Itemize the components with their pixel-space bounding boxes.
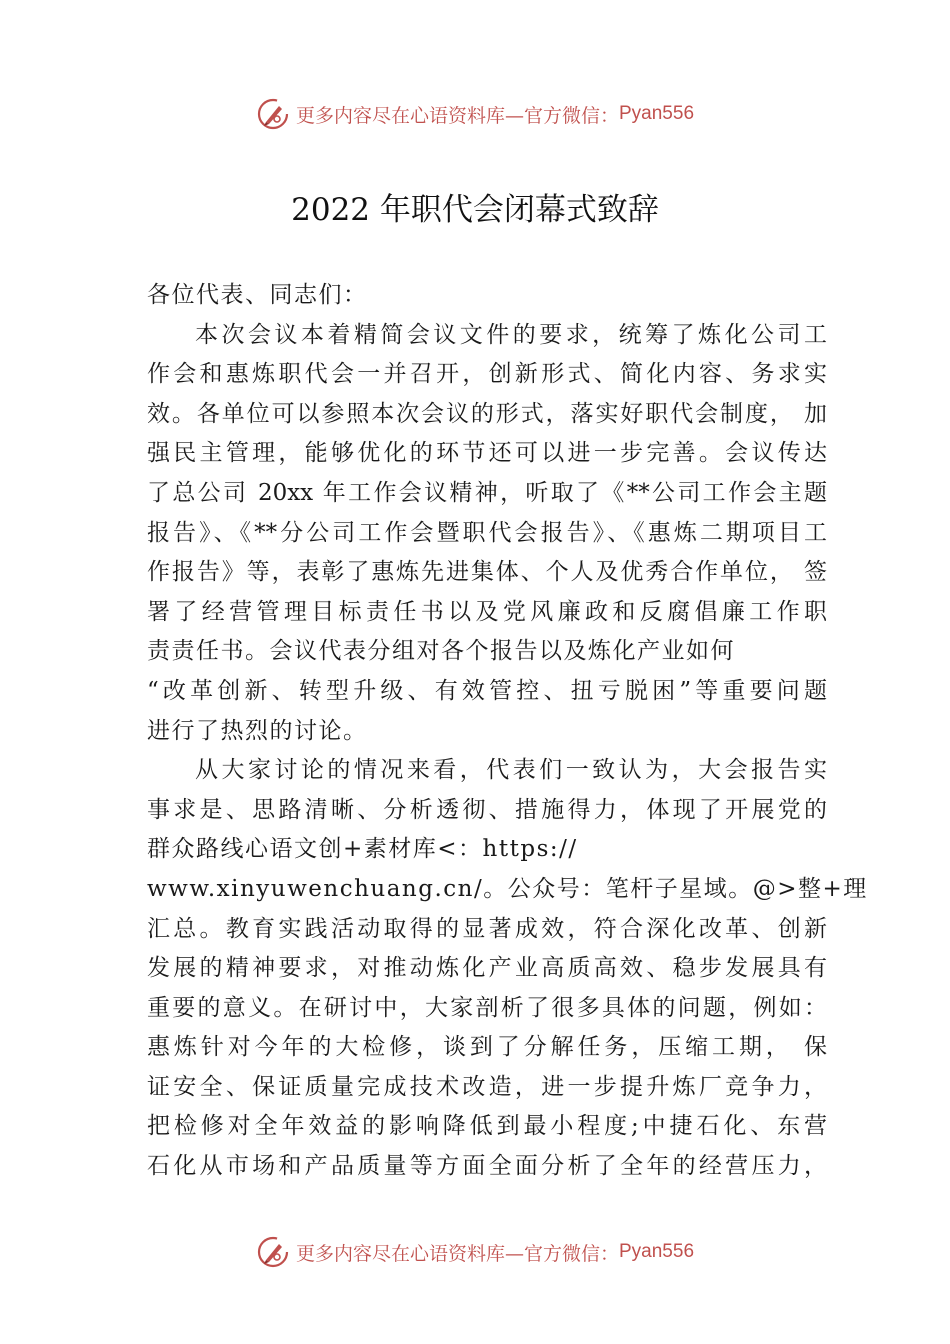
paragraph-2-line: 重要的意义。在研讨中，大家剖析了很多具体的问题，例如：	[147, 994, 827, 1021]
banner-wechat-id: Pyan556	[619, 1241, 695, 1262]
brand-logo-icon	[256, 1235, 290, 1269]
paragraph-1-line: 了总公司 20xx 年工作会议精神，听取了《**公司工作会主题	[147, 479, 827, 506]
paragraph-1-line: 本次会议本着精简会议文件的要求，统筹了炼化公司工	[195, 321, 827, 348]
paragraph-1-line: 责责任书。会议代表分组对各个报告以及炼化产业如何	[147, 638, 735, 665]
header-banner	[0, 94, 950, 134]
paragraph-2-line: www.xinyuwenchuang.cn/。公众号：笔杆子星域。@>整+理	[147, 875, 868, 902]
paragraph-1-line: 作会和惠炼职代会一并召开，创新形式、简化内容、务求实	[147, 361, 827, 388]
paragraph-2-line: 证安全、保证质量完成技术改造，进一步提升炼厂竞争力，	[147, 1073, 827, 1100]
banner-wechat-id: Pyan556	[619, 103, 695, 124]
brand-logo-icon	[256, 97, 290, 131]
paragraph-1-line: 进行了热烈的讨论。	[147, 717, 368, 744]
paragraph-1-line: 报告》、《**分公司工作会暨职代会报告》、《惠炼二期项目工	[147, 519, 827, 546]
paragraph-1-line: 署了经营管理目标责任书以及党风廉政和反腐倡廉工作职	[147, 598, 827, 625]
paragraph-2-line: 汇总。教育实践活动取得的显著成效，符合深化改革、创新	[147, 915, 827, 942]
paragraph-1-line: 强民主管理，能够优化的环节还可以进一步完善。会议传达	[147, 440, 827, 467]
paragraph-2-line: 石化从市场和产品质量等方面全面分析了全年的经营压力，	[147, 1153, 827, 1180]
banner-text: 更多内容尽在心语资料库—官方微信：	[295, 104, 619, 127]
paragraph-2-line: 把检修对全年效益的影响降低到最小程度;中捷石化、东营	[147, 1113, 827, 1140]
paragraph-2-line: 事求是、思路清晰、分析透彻、措施得力，体现了开展党的	[147, 796, 827, 823]
paragraph-1-line: 作报告》等，表彰了惠炼先进集体、个人及优秀合作单位， 签	[147, 559, 827, 586]
document-body	[147, 276, 868, 1187]
salutation-line: 各位代表、同志们：	[147, 282, 368, 308]
document-title: 2022 年职代会闭幕式致辞	[291, 192, 659, 228]
paragraph-2-line: 群众路线心语文创+素材库<：https://	[147, 836, 578, 863]
paragraph-2-line: 从大家讨论的情况来看，代表们一致认为，大会报告实	[195, 757, 827, 784]
paragraph-1-line: 效。各单位可以参照本次会议的形式，落实好职代会制度， 加	[147, 400, 827, 427]
footer-banner	[0, 1232, 950, 1272]
paragraph-2-line: 发展的精神要求，对推动炼化产业高质高效、稳步发展具有	[147, 955, 827, 982]
paragraph-2-line: 惠炼针对今年的大检修，谈到了分解任务，压缩工期， 保	[147, 1034, 827, 1061]
paragraph-1-line: “改革创新、转型升级、有效管控、扭亏脱困”等重要问题	[147, 677, 827, 704]
banner-text: 更多内容尽在心语资料库—官方微信：	[295, 1242, 619, 1265]
